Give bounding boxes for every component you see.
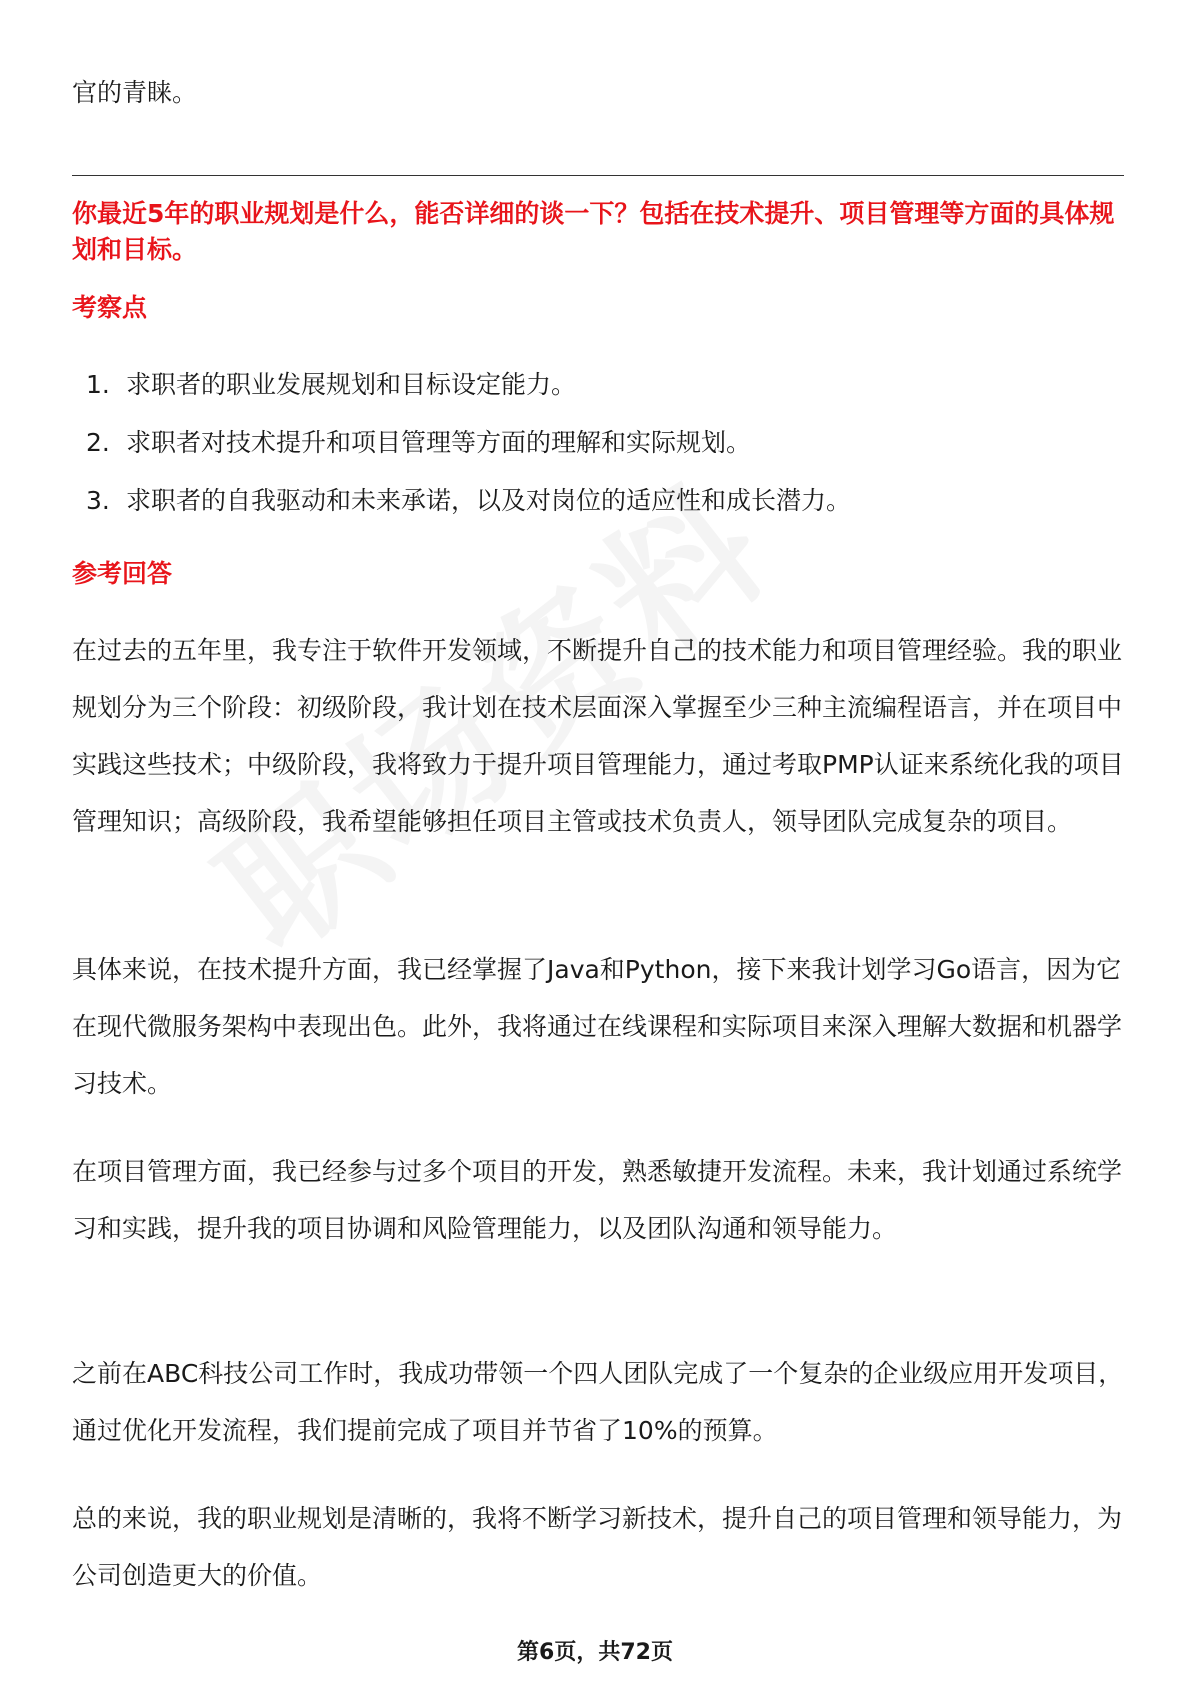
answer-paragraph: 在项目管理方面，我已经参与过多个项目的开发，熟悉敏捷开发流程。未来，我计划通过系统学习和实践，提升我的项目协调和风险管理能力，以及团队沟通和领导能力。 [72,1157,1123,1243]
list-item-text: 求职者的职业发展规划和目标设定能力。 [126,370,577,399]
list-item-number: 1. [86,370,110,399]
answer-paragraph: 之前在ABC科技公司工作时，我成功带领一个四人团队完成了一个复杂的企业级应用开发项目，通过优化开发流程，我们提前完成了项目并节省了10%的预算。 [72,1359,1124,1445]
document-page [72,0,1124,1684]
page-footer: 第6页，共72页 [517,1640,673,1665]
answer-paragraph: 具体来说，在技术提升方面，我已经掌握了Java和Python，接下来我计划学习Go语言，因为它在现代微服务架构中表现出色。此外，我将通过在线课程和实际项目来深入理解大数据和机器学习技术。 [72,955,1123,1098]
continued-text: 官的青睐。 [72,78,198,107]
list-item [86,483,851,541]
list-item-text: 求职者的自我驱动和未来承诺，以及对岗位的适应性和成长潜力。 [126,486,852,515]
list-item-number: 3. [86,486,110,515]
answer-paragraph: 在过去的五年里，我专注于软件开发领域，不断提升自己的技术能力和项目管理经验。我的职业规划分为三个阶段：初级阶段，我计划在技术层面深入掌握至少三种主流编程语言，并在项目中实践这些技术；中级阶段，我将致力于提升项目管理能力，通过考取PMP认证来系统化我的项目管理知识；高级阶段，我希望能够担任项目主管或技术负责人，领导团队完成复杂的项目。 [72,636,1124,836]
list-item-number: 2. [86,428,110,457]
list-item [86,367,851,425]
kcd-title: 考察点 [72,293,148,322]
list-item-text: 求职者对技术提升和项目管理等方面的理解和实际规划。 [126,428,752,457]
section-divider [72,175,1124,176]
answer-paragraph: 总的来说，我的职业规划是清晰的，我将不断学习新技术，提升自己的项目管理和领导能力，为公司创造更大的价值。 [72,1504,1123,1590]
list-item [86,425,851,483]
points-list [86,367,851,541]
question-heading: 你最近5年的职业规划是什么，能否详细的谈一下？包括在技术提升、项目管理等方面的具体规划和目标。 [72,199,1115,264]
answer-title: 参考回答 [72,559,173,588]
